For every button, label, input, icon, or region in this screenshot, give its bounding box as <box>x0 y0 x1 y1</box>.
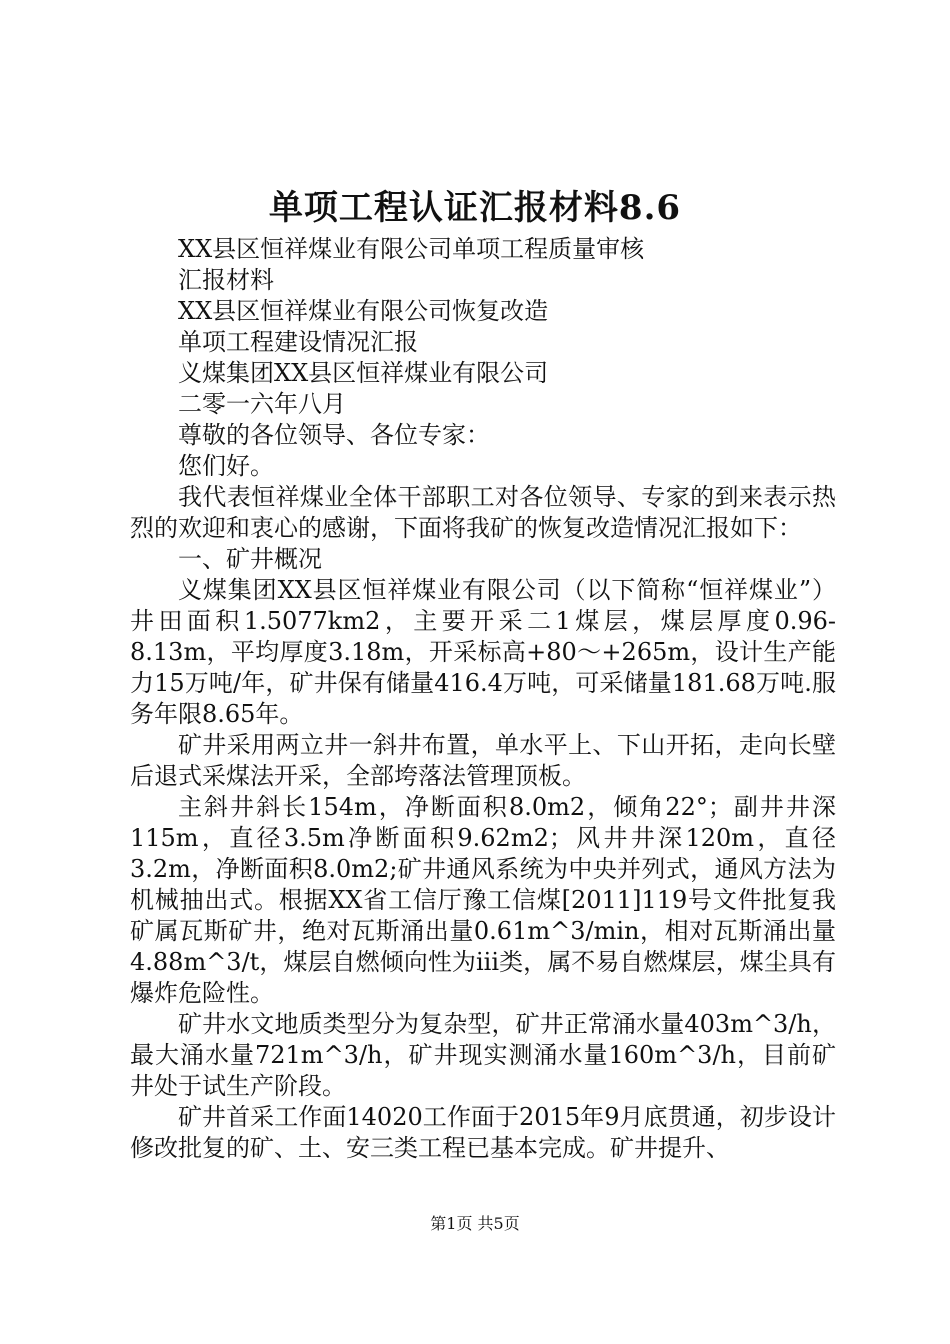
paragraph-mine-profile: 义煤集团XX县区恒祥煤业有限公司（以下简称“恒祥煤业”）井田面积1.5077km2，主要开采二1煤层，煤层厚度0.96-8.13m，平均厚度3.18m，开采标高+80～+265m，设计生产能力15万吨/年，矿井保有储量416.4万吨，可采储量181.68万吨.服务年限8.65年。 <box>130 576 836 728</box>
header-line-date: 二零一六年八月 <box>178 390 346 418</box>
document-title: 单项工程认证汇报材料8.6 <box>268 188 682 228</box>
document-body <box>130 234 836 1164</box>
paragraph-hydrogeology: 矿井水文地质类型分为复杂型，矿井正常涌水量403m^3/h，最大涌水量721m^3/h，矿井现实测涌水量160m^3/h，目前矿井处于试生产阶段。 <box>130 1010 836 1100</box>
paragraph-shafts-ventilation: 主斜井斜长154m，净断面积8.0m2，倾角22°；副井井深115m，直径3.5m净断面积9.62m2；风井井深120m，直径3.2m，净断面积8.0m2;矿井通风系统为中央并列式，通风方法为机械抽出式。根据XX省工信厅豫工信煤[2011]119号文件批复我矿属瓦斯矿井，绝对瓦斯涌出量0.61m^3/min，相对瓦斯涌出量4.88m^3/t，煤层自燃倾向性为iii类，属不易自燃煤层，煤尘具有爆炸危险性。 <box>130 793 836 1007</box>
salutation: 尊敬的各位领导、各位专家： <box>178 421 490 449</box>
paragraph-welcome: 我代表恒祥煤业全体干部职工对各位领导、专家的到来表示热烈的欢迎和衷心的感谢，下面将我矿的恢复改造情况汇报如下： <box>130 483 836 542</box>
header-line-group-company: 义煤集团XX县区恒祥煤业有限公司 <box>178 359 549 387</box>
paragraph-working-face: 矿井首采工作面14020工作面于2015年9月底贯通，初步设计修改批复的矿、土、安三类工程已基本完成。矿井提升、 <box>130 1103 836 1162</box>
header-line-company-audit: XX县区恒祥煤业有限公司单项工程质量审核 <box>178 235 645 263</box>
header-line-report-material: 汇报材料 <box>178 266 274 294</box>
header-line-project-report: 单项工程建设情况汇报 <box>178 328 418 356</box>
header-line-company-restore: XX县区恒祥煤业有限公司恢复改造 <box>178 297 549 325</box>
section-heading-mine-overview: 一、矿井概况 <box>178 545 322 573</box>
page-footer: 第1页 共5页 <box>430 1214 520 1233</box>
greeting: 您们好。 <box>178 452 274 480</box>
paragraph-mining-method: 矿井采用两立井一斜井布置，单水平上、下山开拓，走向长壁后退式采煤法开采，全部垮落法管理顶板。 <box>130 731 836 790</box>
